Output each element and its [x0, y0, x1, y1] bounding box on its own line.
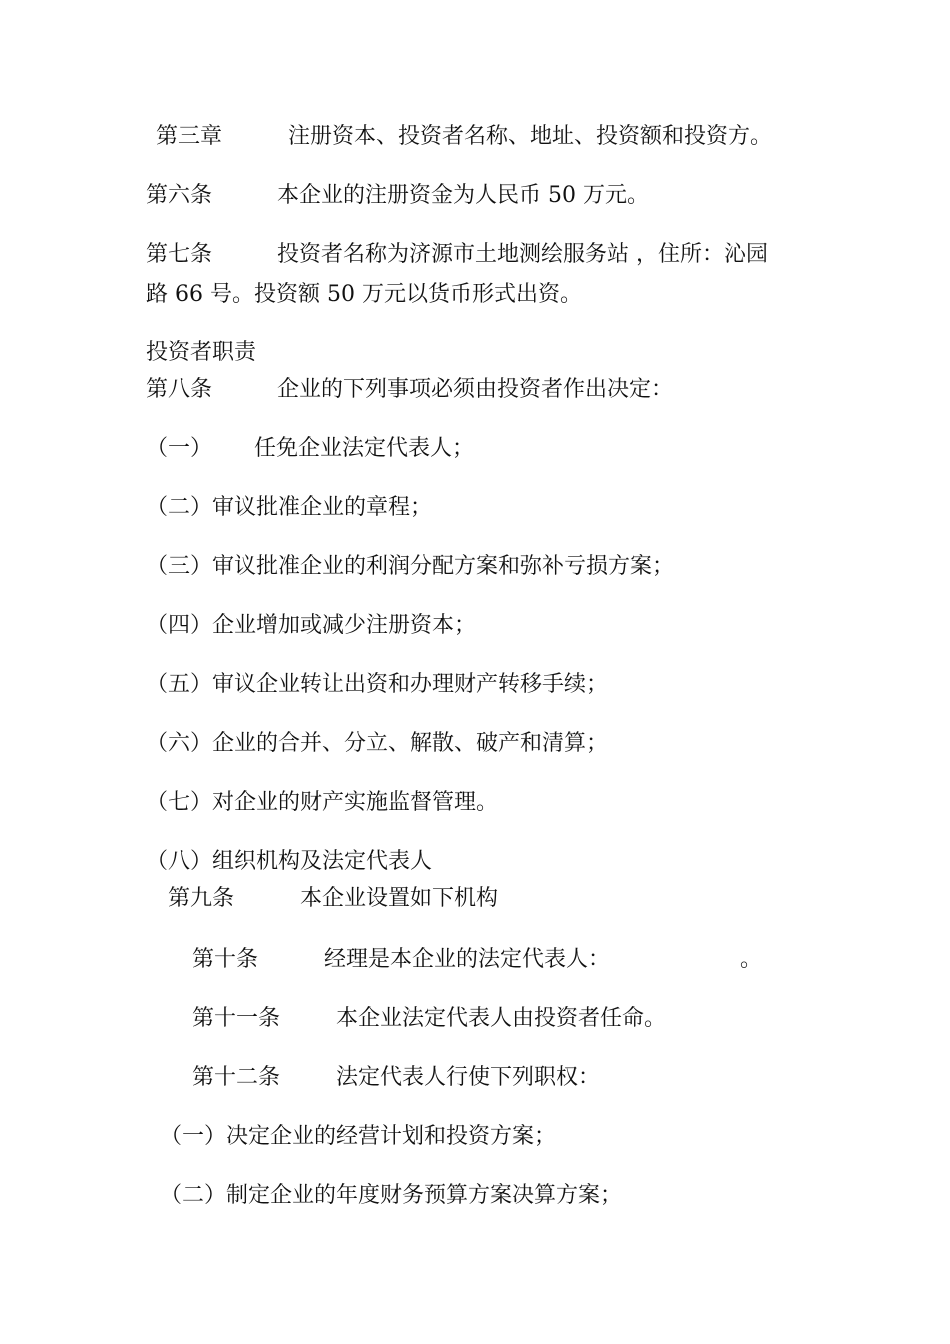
chapter-3-heading: [156, 124, 773, 150]
list-item: [146, 554, 674, 580]
article-12: [192, 1065, 601, 1091]
article-8: [146, 377, 674, 403]
list-item: [146, 495, 432, 521]
article-label: 第九条: [168, 886, 235, 911]
list-item: [160, 1124, 556, 1150]
item-text: （一）决定企业的经营计划和投资方案；: [160, 1124, 557, 1149]
list-item: [146, 436, 475, 462]
article-9: [168, 886, 499, 912]
article-7-continuation: [146, 282, 582, 308]
item-text: （七）对企业的财产实施监督管理。: [146, 790, 499, 815]
article-11: [192, 1006, 667, 1032]
article-text: 本企业的注册资金为人民币 50 万元。: [277, 183, 649, 208]
article-label: 第八条: [146, 377, 213, 402]
item-text: （二）审议批准企业的章程；: [146, 495, 433, 520]
list-item: [160, 1183, 622, 1209]
article-label: 第十二条: [192, 1065, 281, 1090]
item-text: （五）审议企业转让出资和办理财产转移手续；: [146, 672, 609, 697]
article-text: 企业的下列事项必须由投资者作出决定：: [277, 377, 674, 402]
article-text: 路 66 号。投资额 50 万元以货币形式出资。: [146, 282, 582, 307]
item-label: （一）: [146, 436, 213, 461]
item-text: 任免企业法定代表人；: [254, 436, 475, 461]
article-label: 第七条: [146, 242, 213, 267]
article-text: 经理是本企业的法定代表人：: [324, 947, 611, 972]
article-label: 第十条: [192, 947, 259, 972]
list-item: [146, 672, 608, 698]
article-7: [146, 242, 768, 268]
article-suffix: 。: [740, 947, 763, 972]
article-label: 第六条: [146, 183, 213, 208]
chapter-label: 第三章: [156, 124, 223, 149]
item-text: （八）组织机构及法定代表人: [146, 849, 433, 874]
item-text: （六）企业的合并、分立、解散、破产和清算；: [146, 731, 609, 756]
list-item: [146, 790, 498, 816]
article-text: 法定代表人行使下列职权：: [336, 1065, 601, 1090]
article-6: [146, 183, 649, 209]
article-text: 投资者名称为济源市土地测绘服务站 ，住所：沁园: [277, 242, 768, 267]
list-item: [146, 613, 476, 639]
article-text: 本企业法定代表人由投资者任命。: [336, 1006, 667, 1031]
item-text: （三）审议批准企业的利润分配方案和弥补亏损方案；: [146, 554, 675, 579]
list-item: [146, 849, 432, 875]
chapter-title: 注册资本、投资者名称、地址、投资额和投资方。: [288, 124, 773, 149]
item-text: （二）制定企业的年度财务预算方案决算方案；: [160, 1183, 623, 1208]
article-10: [192, 947, 763, 973]
article-text: 本企业设置如下机构: [300, 886, 499, 911]
item-text: （四）企业增加或减少注册资本；: [146, 613, 477, 638]
section-heading: 投资者职责: [146, 340, 257, 365]
section-heading-investor-duties: [146, 340, 256, 366]
list-item: [146, 731, 608, 757]
article-label: 第十一条: [192, 1006, 281, 1031]
